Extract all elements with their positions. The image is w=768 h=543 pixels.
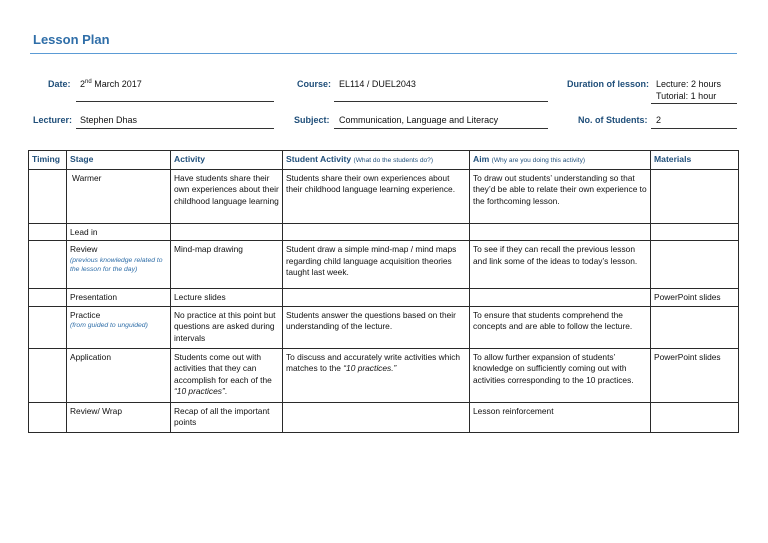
cell-aim: To draw out students’ understanding so that they’d be able to relate their own experience to the forthcoming lesson. [470, 169, 651, 223]
course-label: Course: [297, 79, 332, 89]
col-header-aim: Aim (Why are you doing this activity) [470, 151, 651, 170]
cell-stage: Application [67, 348, 171, 402]
duration-underline [651, 103, 737, 104]
table-row-review [29, 241, 739, 289]
col-header-timing: Timing [29, 151, 67, 170]
cell-aim: Lesson reinforcement [470, 402, 651, 432]
cell-materials [651, 306, 739, 348]
cell-timing [29, 169, 67, 223]
cell-activity [171, 223, 283, 241]
cell-stage: Lead in [67, 223, 171, 241]
cell-student-activity: Student draw a simple mind-map / mind maps regarding child language acquisition theories taught last week. [283, 241, 470, 289]
cell-student-activity [283, 402, 470, 432]
students-value: 2 [656, 115, 662, 125]
col-header-activity: Activity [171, 151, 283, 170]
lecturer-value: Stephen Dhas [80, 115, 138, 125]
cell-student-activity: To discuss and accurately write activities which matches to the “10 practices.” [283, 348, 470, 402]
lesson-plan-table [28, 150, 739, 433]
cell-activity: Recap of all the important points [171, 402, 283, 432]
col-header-stage: Stage [67, 151, 171, 170]
students-label: No. of Students: [578, 115, 648, 125]
date-label: Date: [48, 79, 71, 89]
cell-materials [651, 223, 739, 241]
cell-timing [29, 223, 67, 241]
lecturer-underline [76, 128, 274, 129]
cell-timing [29, 402, 67, 432]
table-header-row [29, 151, 739, 170]
table-row-review-wrap [29, 402, 739, 432]
table-row-lead-in [29, 223, 739, 241]
duration-tutorial: Tutorial: 1 hour [656, 91, 717, 101]
cell-stage: Warmer [67, 169, 171, 223]
cell-stage: Presentation [67, 289, 171, 307]
date-value: 2nd March 2017 [80, 79, 142, 89]
cell-timing [29, 241, 67, 289]
cell-activity: Have students share their own experiences about their childhood language learning [171, 169, 283, 223]
cell-materials: PowerPoint slides [651, 348, 739, 402]
date-underline [76, 101, 274, 102]
subject-underline [334, 128, 548, 129]
cell-student-activity: Students share their own experiences about their childhood language learning experience. [283, 169, 470, 223]
cell-materials: PowerPoint slides [651, 289, 739, 307]
cell-timing [29, 289, 67, 307]
table-row-warmer [29, 169, 739, 223]
cell-timing [29, 348, 67, 402]
title-divider [30, 53, 737, 54]
page-title: Lesson Plan [33, 32, 110, 47]
cell-activity: Students come out with activities that they can accomplish for each of the “10 practices”. [171, 348, 283, 402]
cell-stage: Review (previous knowledge related to the lesson for the day) [67, 241, 171, 289]
course-underline [334, 101, 548, 102]
col-header-student-activity: Student Activity (What do the students do?) [283, 151, 470, 170]
cell-materials [651, 402, 739, 432]
cell-student-activity [283, 289, 470, 307]
cell-materials [651, 169, 739, 223]
stage-note: (previous knowledge related to the lesson for the day) [70, 256, 163, 273]
cell-student-activity [283, 223, 470, 241]
subject-label: Subject: [294, 115, 330, 125]
table-row-practice [29, 306, 739, 348]
cell-student-activity: Students answer the questions based on their understanding of the lecture. [283, 306, 470, 348]
cell-materials [651, 241, 739, 289]
duration-lecture: Lecture: 2 hours [656, 79, 722, 89]
cell-activity: Lecture slides [171, 289, 283, 307]
students-underline [651, 128, 737, 129]
col-header-materials: Materials [651, 151, 739, 170]
cell-stage: Practice (from guided to unguided) [67, 306, 171, 348]
cell-timing [29, 306, 67, 348]
cell-activity: No practice at this point but questions are asked during intervals [171, 306, 283, 348]
duration-label: Duration of lesson: [567, 79, 650, 89]
cell-aim [470, 289, 651, 307]
cell-aim: To see if they can recall the previous lesson and link some of the ideas to today’s lesson. [470, 241, 651, 289]
cell-aim: To ensure that students comprehend the concepts and are able to follow the lecture. [470, 306, 651, 348]
subject-value: Communication, Language and Literacy [339, 115, 499, 125]
table-row-application [29, 348, 739, 402]
cell-aim [470, 223, 651, 241]
cell-activity: Mind-map drawing [171, 241, 283, 289]
course-value: EL114 / DUEL2043 [339, 79, 416, 89]
lecturer-label: Lecturer: [33, 115, 73, 125]
cell-aim: To allow further expansion of students’ knowledge on sufficiently coming out with activities corresponding to the 10 practices. [470, 348, 651, 402]
table-row-presentation [29, 289, 739, 307]
cell-stage: Review/ Wrap [67, 402, 171, 432]
stage-note: (from guided to unguided) [70, 322, 148, 329]
